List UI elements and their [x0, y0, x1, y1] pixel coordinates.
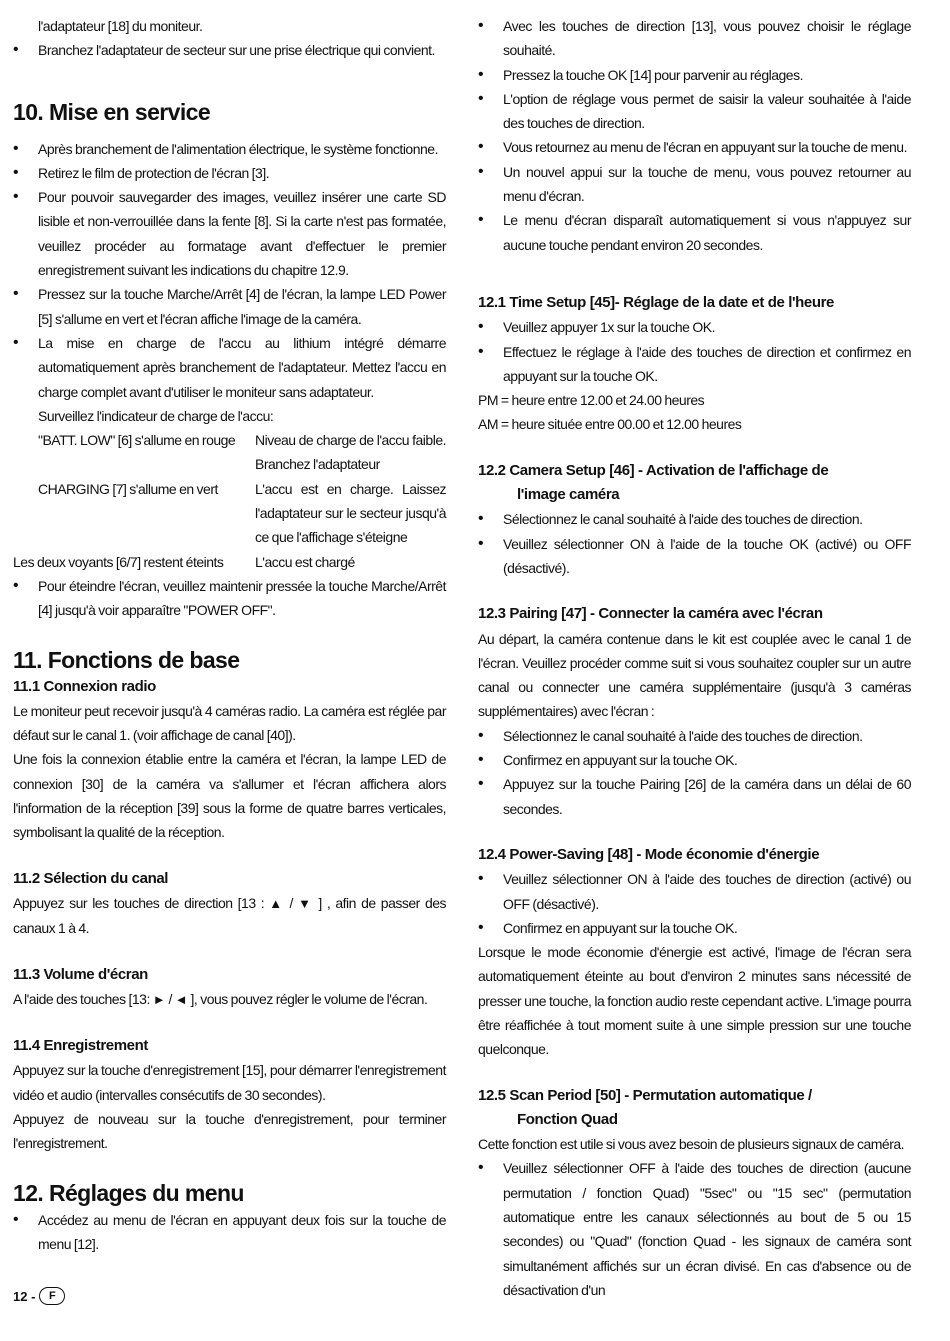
left-column [13, 14, 446, 1256]
charge-indicator-intro: Surveillez l'indicateur de charge de l'accu: [38, 407, 274, 424]
separator-text: / [284, 894, 299, 911]
list-item: • Sélectionnez le canal souhaité à l'aide des touches de direction. [478, 507, 911, 531]
list-item: • L'option de réglage vous permet de saisir la valeur souhaitée à l'aide des touches de direction. [478, 87, 911, 136]
subsection-heading-12-1: 12.1 Time Setup [45]- Réglage de la date et de l'heure [478, 293, 834, 311]
paragraph: Cette fonction est utile si vous avez besoin de plusieurs signaux de caméra. [478, 1136, 905, 1153]
pm-definition: PM = heure entre 12.00 et 24.00 heures [478, 392, 705, 409]
list-item: • Après branchement de l'alimentation électrique, le système fonctionne. [13, 137, 446, 161]
table-cell: L'accu est en charge. Laissez l'adaptateur sur le secteur jusqu'à ce que l'affichage s'éteigne [255, 480, 446, 546]
table-cell: Les deux voyants [6/7] restent éteints [13, 553, 224, 570]
paragraph: Appuyez de nouveau sur la touche d'enregistrement, pour terminer l'enregistrement. [13, 1110, 446, 1152]
list-item: • Le menu d'écran disparaît automatiquement si vous n'appuyez sur aucune touche pendant environ 20 secondes. [478, 208, 911, 257]
subsection-heading-12-5 [478, 1084, 911, 1133]
list-item: • Veuillez sélectionner ON à l'aide de la touche OK (activé) ou OFF (désactivé). [478, 532, 911, 581]
subsection-heading-12-2 [478, 459, 911, 508]
paragraph: Appuyez sur la touche d'enregistrement [15], pour démarrer l'enregistrement vidéo et audio (intervalles consécutifs de 30 secondes). [13, 1062, 446, 1103]
arrow-down-icon: ▼ [298, 895, 314, 911]
language-badge: F [39, 1287, 65, 1305]
subsection-heading-12-4: 12.4 Power-Saving [48] - Mode économie d'énergie [478, 845, 820, 863]
table-cell: CHARGING [7] s'allume en vert [38, 480, 218, 497]
arrow-right-icon: ► [152, 991, 166, 1007]
section-heading-11: 11. Fonctions de base [13, 646, 240, 673]
list-item: • Veuillez sélectionner ON à l'aide des touches de direction (activé) ou OFF (désactivé). [478, 867, 911, 916]
continued-text: l'adaptateur [18] du moniteur. [38, 18, 203, 34]
heading-text: 12.2 Camera Setup [46] - Activation de l'affichage de [478, 461, 829, 479]
arrow-left-icon: ◄ [174, 991, 188, 1007]
list-item: • Pour pouvoir sauvegarder des images, veuillez insérer une carte SD lisible et non-verrouillée dans la fente [8]. Si la carte n'est pas formatée, veuillez procéder au formatage avant d'effectuer le premier enregistrement suivant les indications du chapitre 12.9. [13, 185, 446, 282]
list-item: • Vous retournez au menu de l'écran en appuyant sur la touche de menu. [478, 135, 911, 159]
list-item: • Appuyez sur la touche Pairing [26] de la caméra dans un délai de 60 secondes. [478, 772, 911, 821]
subsection-heading-12-3: 12.3 Pairing [47] - Connecter la caméra avec l'écran [478, 605, 823, 623]
arrow-up-icon: ▲ [269, 895, 285, 911]
table-cell: L'accu est chargé [255, 553, 355, 570]
list-item: • Pressez la touche OK [14] pour parvenir au réglages. [478, 63, 911, 87]
paragraph-text: ] , afin de passer des canaux 1 à 4. [13, 894, 447, 937]
heading-text: l'image caméra [517, 486, 620, 504]
paragraph: Au départ, la caméra contenue dans le kit est couplée avec le canal 1 de l'écran. Veuillez procéder comme suit si vous souhaitez coupler sur un autre canal ou connecter une caméra supplémentaire (jusqu'à 3 caméras supplémentaires) avec l'écran : [478, 630, 911, 720]
paragraph-text: A l'aide des touches [13: [13, 990, 153, 1007]
paragraph [13, 891, 446, 941]
section-heading-12: 12. Réglages du menu [13, 1179, 244, 1206]
table-row [13, 550, 446, 574]
table-cell: Niveau de charge de l'accu faible. Branchez l'adaptateur [255, 432, 446, 473]
list-item: • Effectuez le réglage à l'aide des touches de direction et confirmez en appuyant sur la touche OK. [478, 340, 911, 389]
right-column [478, 14, 911, 1302]
list-item: • Pressez sur la touche Marche/Arrêt [4] de l'écran, la lampe LED Power [5] s'allume en vert et l'écran affiche l'image de la caméra. [13, 282, 446, 331]
paragraph [13, 987, 446, 1012]
list-item: • Pour éteindre l'écran, veuillez maintenir pressée la touche Marche/Arrêt [4] jusqu'à voir apparaître "POWER OFF". [13, 574, 446, 623]
list-item: • Avec les touches de direction [13], vous pouvez choisir le réglage souhaité. [478, 14, 911, 63]
list-item: • Veuillez sélectionner OFF à l'aide des touches de direction (aucune permutation / fonction Quad) "5sec" ou "15 sec" (permutation automatique entre les canaux sélectionnés au bout de 5 ou 15 secondes) ou "Quad" (fonction Quad - les signaux de caméra sont simultanément affichés sur un écran divisé. En cas d'absence ou de désactivation d'un [478, 1156, 911, 1302]
list-item: • Confirmez en appuyant sur la touche OK. [478, 748, 911, 772]
am-definition: AM = heure située entre 00.00 et 12.00 heures [478, 416, 742, 433]
table-cell: "BATT. LOW" [6] s'allume en rouge [38, 432, 236, 449]
subsection-heading-11-2: 11.2 Sélection du canal [13, 869, 169, 887]
table-row [38, 428, 446, 477]
paragraph-text: Appuyez sur les touches de direction [13 : [13, 894, 270, 911]
section-heading-10: 10. Mise en service [13, 98, 211, 125]
paragraph: Une fois la connexion établie entre la caméra et l'écran, la lampe LED de connexion [30] de la caméra va s'allumer et l'écran affichera alors l'information de la réception [39] sous la forme de quatre barres verticales, symbolisant la qualité de la réception. [13, 751, 446, 841]
list-item: • Veuillez appuyer 1x sur la touche OK. [478, 315, 911, 339]
paragraph: Lorsque le mode économie d'énergie est activé, l'image de l'écran sera automatiquement éteinte au bout d'environ 2 minutes sans nécessité de presser une touche, la fonction audio reste cependant active. L'image pourra être réaffichée à tout moment suite à une simple pression sur une touche quelconque. [478, 944, 911, 1058]
heading-text: 12.5 Scan Period [50] - Permutation automatique / [478, 1086, 812, 1104]
list-item: • Retirez le film de protection de l'écran [3]. [13, 161, 446, 185]
subsection-heading-11-3: 11.3 Volume d'écran [13, 965, 148, 983]
subsection-heading-11-1: 11.1 Connexion radio [13, 677, 156, 695]
list-item: • La mise en charge de l'accu au lithium intégré démarre automatiquement après branchement de l'adaptateur. Mettez l'accu en charge complet avant d'utiliser le moniteur sans adaptateur. [13, 331, 446, 404]
heading-text: Fonction Quad [517, 1110, 618, 1128]
list-item: • Branchez l'adaptateur de secteur sur une prise électrique qui convient. [13, 38, 446, 62]
subsection-heading-11-4: 11.4 Enregistrement [13, 1037, 148, 1055]
page-footer [13, 1287, 65, 1305]
paragraph: Le moniteur peut recevoir jusqu'à 4 caméras radio. La caméra est réglée par défaut sur le canal 1. (voir affichage de canal [40]). [13, 702, 446, 744]
list-item: • Un nouvel appui sur la touche de menu, vous pouvez retourner au menu d'écran. [478, 160, 911, 209]
separator-text: / [165, 990, 175, 1007]
page-number: 12 - [13, 1288, 36, 1304]
charge-indicator-table [13, 428, 446, 574]
list-item: • Confirmez en appuyant sur la touche OK. [478, 916, 911, 940]
paragraph-text: ], vous pouvez régler le volume de l'écran. [187, 990, 428, 1007]
table-row [38, 477, 446, 550]
list-item: • Sélectionnez le canal souhaité à l'aide des touches de direction. [478, 724, 911, 748]
list-item: • Accédez au menu de l'écran en appuyant deux fois sur la touche de menu [12]. [13, 1208, 446, 1257]
